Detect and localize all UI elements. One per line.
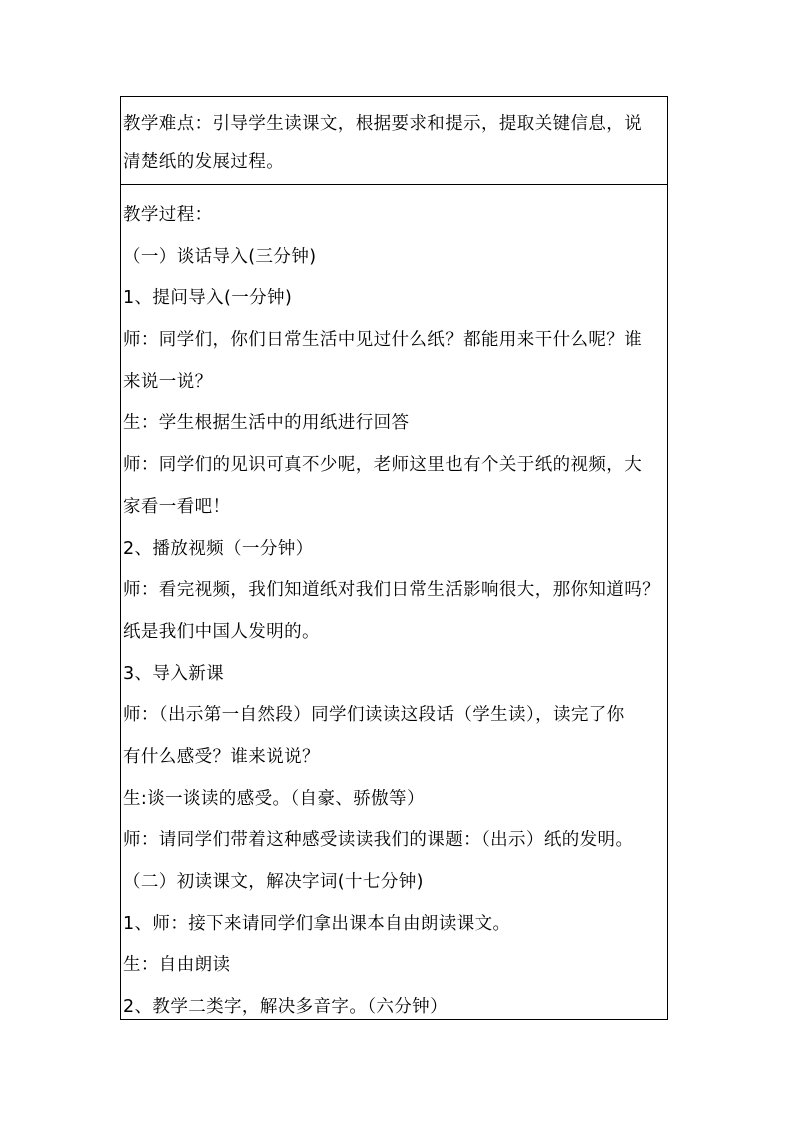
teacher-line-cont: 家看一看吧！ <box>123 496 231 517</box>
teaching-difficulty-cell <box>121 97 667 185</box>
teacher-line: 师：看完视频，我们知道纸对我们日常生活影响很大，那你知道吗？ <box>123 580 660 601</box>
section-first-reading-heading: （二）初读课文，解决字词(十七分钟) <box>123 872 424 892</box>
step-question-intro: 1、提问导入(一分钟) <box>123 288 293 309</box>
student-line: 生：自由朗读 <box>123 955 231 976</box>
teacher-line-cont: 有什么感受？谁来说说？ <box>123 746 320 767</box>
step-free-reading: 1、师：接下来请同学们拿出课本自由朗读课文。 <box>123 913 511 934</box>
teacher-line: 师：请同学们带着这种感受读读我们的课题：（出示）纸的发明。 <box>123 830 634 851</box>
process-heading: 教学过程： <box>123 205 213 225</box>
teacher-line: 师：（出示第一自然段）同学们读读这段话（学生读），读完了你 <box>123 705 625 726</box>
section-intro-heading: （一）谈话导入(三分钟) <box>123 246 317 267</box>
teacher-line: 师：同学们的见识可真不少呢，老师这里也有个关于纸的视频，大 <box>123 455 643 476</box>
step-play-video: 2、播放视频（一分钟） <box>123 538 314 559</box>
teacher-line-cont: 来说一说？ <box>123 371 213 392</box>
lesson-plan-table <box>120 96 668 1020</box>
step-new-lesson: 3、导入新课 <box>123 663 225 684</box>
step-characters: 2、教学二类字，解决多音字。（六分钟） <box>123 997 448 1018</box>
student-line: 生：学生根据生活中的用纸进行回答 <box>123 413 410 434</box>
difficulty-line-2: 清楚纸的发展过程。 <box>123 152 285 172</box>
student-line: 生:谈一谈读的感受。（自豪、骄傲等） <box>123 788 425 809</box>
difficulty-line-1: 教学难点：引导学生读课文，根据要求和提示，提取关键信息，说 <box>123 114 643 134</box>
teacher-line: 师：同学们，你们日常生活中见过什么纸？都能用来干什么呢？谁 <box>123 330 643 351</box>
teaching-process-cell <box>121 185 667 1019</box>
teacher-line-cont: 纸是我们中国人发明的。 <box>123 621 320 642</box>
